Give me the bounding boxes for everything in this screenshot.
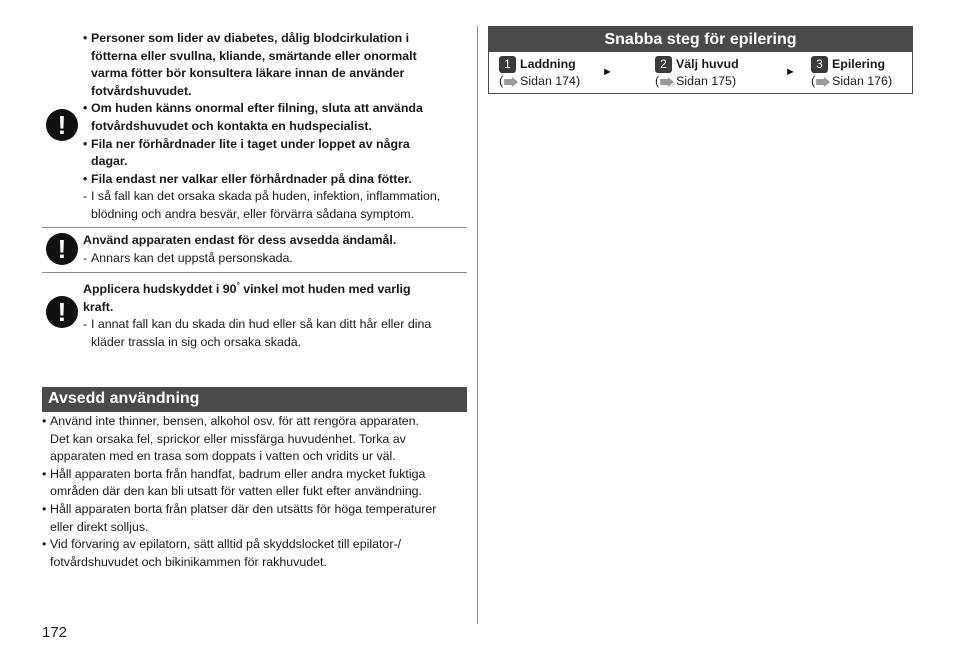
paren: (	[655, 74, 660, 89]
text-line: eller direkt solljus.	[50, 519, 149, 534]
quick-step-title	[655, 56, 739, 73]
warning1-bullet	[83, 30, 473, 100]
text-line: • Använd inte thinner, bensen, alkohol osv. för att rengöra apparaten.	[50, 414, 419, 428]
text-line: fötterna eller svullna, kliande, smärtande eller onormalt	[91, 48, 417, 63]
warning3-title-line2: kraft.	[83, 299, 114, 314]
divider	[42, 227, 467, 228]
quick-step-title	[811, 56, 892, 73]
paren: (	[811, 74, 816, 89]
text-line: - I så fall kan det orsaka skada på huden, infektion, inflammation,	[91, 189, 441, 204]
page-reference-text: Sidan 175)	[676, 74, 737, 89]
intended-use-bullet	[42, 536, 472, 571]
step-label: Laddning	[520, 57, 576, 71]
text-line: - I annat fall kan du skada din hud eller så kan ditt hår eller dina	[91, 317, 432, 332]
text-line: varma fötter bör konsultera läkare innan de använder	[91, 66, 405, 81]
quick-step-title	[499, 56, 580, 73]
text-line: apparaten med en trasa som doppats i vatten och vridits ur väl.	[50, 449, 396, 464]
step-number-badge: 2	[655, 56, 672, 73]
warning1-list	[83, 30, 473, 224]
warning3-title: Applicera hudskyddet i 90° vinkel mot huden med varlig	[83, 281, 411, 297]
warning2-text	[83, 232, 473, 267]
page-reference-text: Sidan 176)	[832, 74, 893, 89]
step-arrow-icon: ►	[602, 66, 613, 78]
text-line: områden där den kan bli utsatt för vatten eller fukt efter användning.	[50, 484, 422, 499]
warning-icon: !	[46, 296, 78, 328]
warning1-bullet	[83, 136, 473, 171]
quick-step-1	[499, 56, 580, 90]
page-number: 172	[42, 624, 68, 641]
intended-use-bullet	[42, 501, 472, 536]
quick-steps-heading: Snabba steg för epilering	[489, 27, 912, 52]
text-line: dagar.	[91, 154, 128, 169]
text-line: • Håll apparaten borta från handfat, badrum eller andra mycket fuktiga	[50, 466, 426, 481]
quick-step-3	[811, 56, 892, 90]
warning-icon: !	[46, 109, 78, 141]
page-pointer-icon	[660, 77, 674, 87]
warning3-text	[83, 277, 473, 352]
text-line: fotvårdshuvudet och bikinikammen för rakhuvudet.	[50, 554, 327, 569]
text-line: blödning och andra besvär, eller förvärra sådana symptom.	[91, 206, 415, 221]
page-pointer-icon	[816, 77, 830, 87]
warning1-bullet	[83, 100, 473, 135]
intended-use-list	[42, 413, 472, 571]
text-line: • Personer som lider av diabetes, dålig blodcirkulation i	[91, 31, 410, 45]
text-line: • Håll apparaten borta från platser där den utsätts för höga temperaturer	[50, 501, 437, 516]
column-divider	[477, 26, 478, 624]
warning-icon: !	[46, 233, 78, 265]
intended-use-bullet	[42, 413, 472, 466]
page-pointer-icon	[504, 77, 518, 87]
page-reference	[499, 73, 580, 90]
page-reference-text: Sidan 174)	[520, 74, 581, 89]
divider	[42, 272, 467, 273]
quick-step-2	[655, 56, 739, 90]
text-line: Det kan orsaka fel, sprickor eller missfärga huvudenhet. Torka av	[50, 431, 406, 446]
text-line: • Vid förvaring av epilatorn, sätt alltid på skyddslocket till epilator-/	[50, 537, 402, 552]
text-line: • Fila endast ner valkar eller förhårdnader på dina fötter.	[91, 171, 412, 186]
intended-use-bullet	[42, 466, 472, 501]
warning2-title: Använd apparaten endast för dess avsedda ändamål.	[83, 233, 397, 247]
text-line: • Fila ner förhårdnader lite i taget under loppet av några	[91, 136, 410, 151]
step-number-badge: 3	[811, 56, 828, 73]
step-label: Välj huvud	[676, 57, 739, 71]
warning3-note	[83, 316, 473, 351]
text-line: kläder trassla in sig och orsaka skada.	[91, 334, 302, 349]
warning1-note	[83, 188, 473, 223]
warning2-note: - Annars kan det uppstå personskada.	[83, 250, 473, 268]
text-line: fotvårdshuvudet och kontakta en hudspecialist.	[91, 118, 372, 133]
text-line: fotvårdshuvudet.	[91, 83, 192, 98]
step-arrow-icon: ►	[785, 66, 796, 78]
paren: (	[499, 74, 504, 89]
step-label: Epilering	[832, 57, 886, 71]
text-line: • Om huden känns onormal efter filning, sluta att använda	[91, 101, 423, 116]
section-heading-intended-use: Avsedd användning	[42, 387, 467, 412]
warning1-bullet	[83, 171, 473, 189]
page-reference	[811, 73, 892, 90]
step-number-badge: 1	[499, 56, 516, 73]
page-reference	[655, 73, 739, 90]
